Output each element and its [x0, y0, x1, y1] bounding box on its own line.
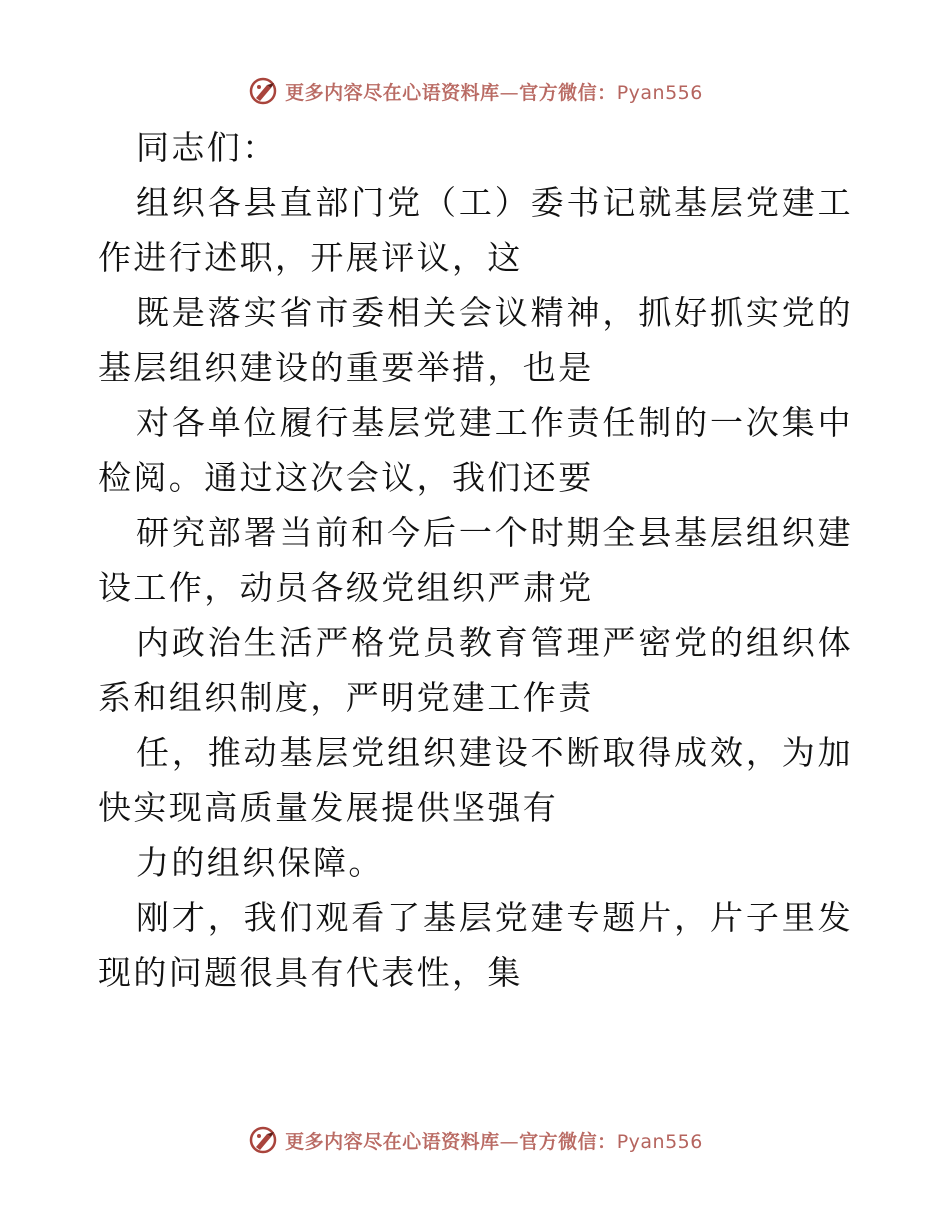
footer-banner-text: [285, 1127, 703, 1154]
paragraph-1: 组织各县直部门党（工）委书记就基层党建工作进行述职，开展评议，这: [98, 183, 853, 277]
header-separator: —: [499, 81, 520, 104]
paragraph-0: 同志们：: [136, 128, 278, 167]
header-wechat-id: Pyan556: [616, 81, 703, 104]
footer-wechat-label: 官方微信：: [519, 1130, 617, 1153]
pen-logo-icon: [247, 1124, 279, 1156]
document-body: [98, 120, 853, 1000]
paragraph-6: 任，推动基层党组织建设不断取得成效，为加快实现高质量发展提供坚强有: [98, 733, 853, 827]
paragraph-3: 对各单位履行基层党建工作责任制的一次集中检阅。通过这次会议，我们还要: [98, 403, 853, 497]
header-banner-text: [285, 78, 703, 105]
footer-brand-text: 更多内容尽在心语资料库: [285, 1130, 500, 1153]
footer-banner: [0, 1120, 950, 1160]
paragraph-2: 既是落实省市委相关会议精神，抓好抓实党的基层组织建设的重要举措，也是: [98, 293, 853, 387]
header-brand-text: 更多内容尽在心语资料库: [285, 81, 500, 104]
paragraph-5: 内政治生活严格党员教育管理严密党的组织体系和组织制度，严明党建工作责: [98, 623, 853, 717]
paragraph-8: 刚才，我们观看了基层党建专题片，片子里发现的问题很具有代表性，集: [98, 898, 853, 992]
footer-wechat-id: Pyan556: [616, 1130, 703, 1153]
paragraph-7: 力的组织保障。: [136, 843, 384, 882]
footer-separator: —: [499, 1130, 520, 1153]
paragraph-4: 研究部署当前和今后一个时期全县基层组织建设工作，动员各级党组织严肃党: [98, 513, 853, 607]
pen-logo-icon: [247, 75, 279, 107]
header-banner: [0, 71, 950, 111]
header-wechat-label: 官方微信：: [519, 81, 617, 104]
